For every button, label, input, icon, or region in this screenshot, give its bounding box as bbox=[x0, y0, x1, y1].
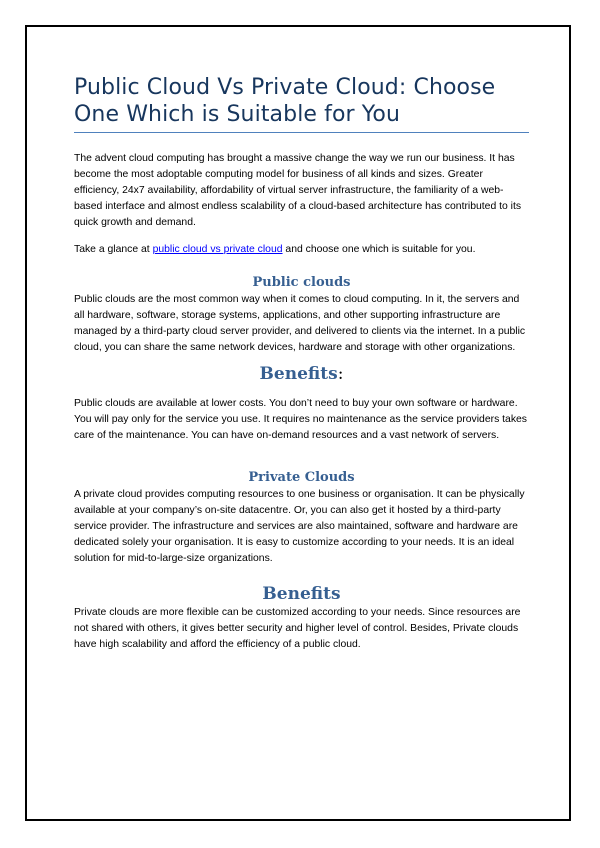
public-clouds-heading: Public clouds bbox=[252, 275, 351, 290]
public-benefits-paragraph: Public clouds are available at lower costs. You don’t need to buy your own software or hardware. You will pay only for the service you use. It requires no maintenance as the service providers takes care of the maintenance. You can have on-demand resources and a vast network of servers. bbox=[74, 398, 527, 441]
public-vs-private-link[interactable]: public cloud vs private cloud bbox=[152, 244, 283, 255]
private-clouds-heading: Private Clouds bbox=[248, 470, 355, 485]
public-benefits-colon: : bbox=[337, 364, 344, 384]
public-benefits-heading-text: Benefits bbox=[259, 364, 338, 384]
glance-paragraph bbox=[74, 242, 529, 258]
private-clouds-paragraph: A private cloud provides computing resources to one business or organisation. It can be physically available at your company’s on-site datacentre. Or, you can also get it hosted by a third-party service provider. The infrastructure and services are also maintained, software and hardware are dedicated solely your organisation. It is easy to customize according to your needs. It is an ideal solution for mid-to-large-size organizations. bbox=[74, 489, 525, 564]
glance-text-before: Take a glance at bbox=[74, 244, 153, 255]
private-benefits-heading: Benefits bbox=[262, 584, 341, 604]
document-body bbox=[74, 74, 529, 653]
private-benefits-paragraph: Private clouds are more flexible can be customized according to your needs. Since resources are not shared with others, it gives better security and higher level of control. Besides, Private clouds have high scalability and afford the efficiency of a public cloud. bbox=[74, 607, 521, 650]
document-title: Public Cloud Vs Private Cloud: Choose One Which is Suitable for You bbox=[74, 74, 529, 133]
glance-text-after: and choose one which is suitable for you. bbox=[282, 244, 476, 255]
public-clouds-paragraph: Public clouds are the most common way when it comes to cloud computing. In it, the servers and all hardware, software, storage systems, applications, and other supporting infrastructure are managed by a third-party cloud server provider, and delivered to clients via the internet. In a public cloud, you can share the same network devices, hardware and storage with other organizations. bbox=[74, 294, 526, 353]
public-benefits-heading bbox=[74, 362, 529, 386]
intro-paragraph: The advent cloud computing has brought a massive change the way we run our business. It has become the most adoptable computing model for business of all kinds and sizes. Greater efficiency, 24x7 availability, affordability of virtual server infrastructure, the familiarity of a web-based interface and almost endless scalability of a cloud-based architecture has contributed to its quick growth and demand. bbox=[74, 153, 522, 228]
